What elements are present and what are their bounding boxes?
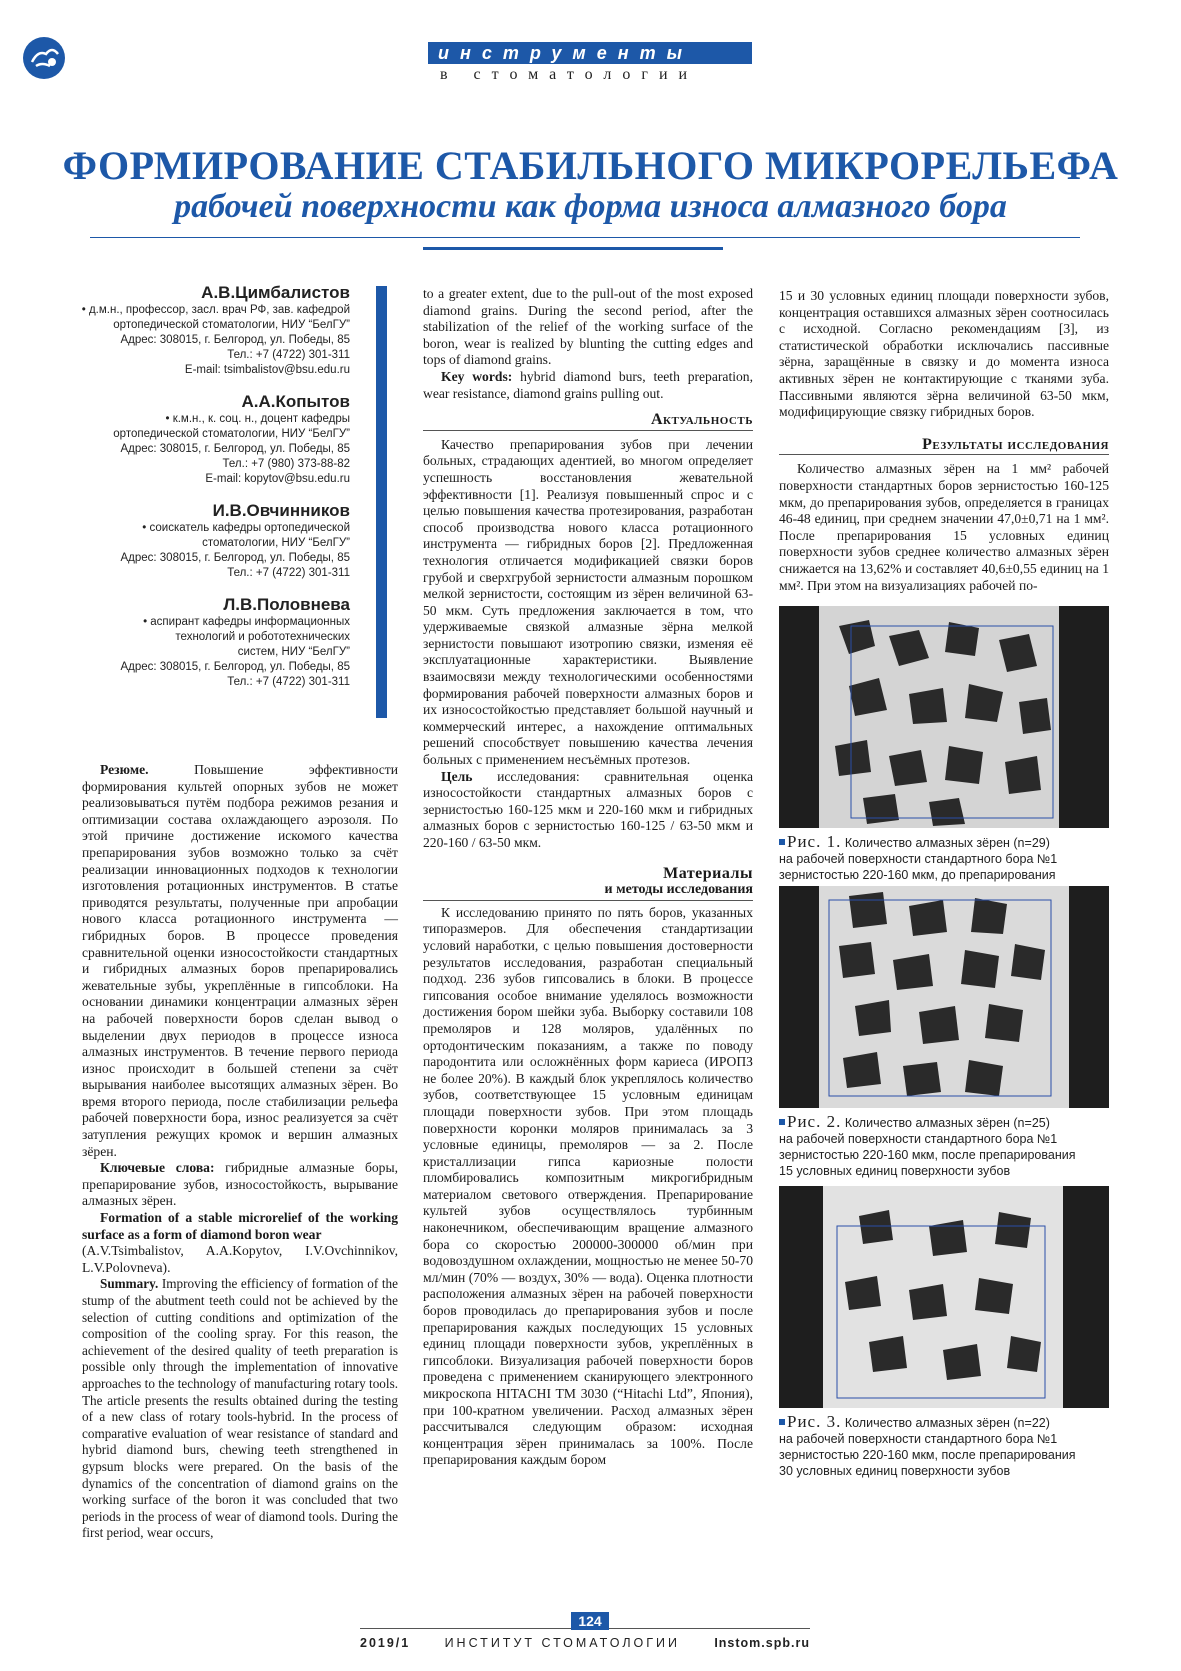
keywords-en bbox=[423, 369, 753, 402]
section-heading-materials: Материалы bbox=[663, 864, 753, 882]
figure-label: Рис. 1. bbox=[787, 832, 842, 851]
section-heading-relevance: Актуальность bbox=[423, 412, 753, 431]
author-name: И.В.Овчинников bbox=[212, 501, 350, 520]
author-2 bbox=[80, 392, 350, 487]
english-authors: (A.V.Tsimbalistov, A.A.Kopytov, I.V.Ovchinnikov, L.V.Polovneva). bbox=[82, 1243, 398, 1275]
journal-logo-icon bbox=[22, 36, 66, 80]
page-number: 124 bbox=[571, 1612, 609, 1630]
column-2 bbox=[423, 286, 753, 1469]
section-heading-methods: и методы исследования bbox=[423, 882, 753, 901]
column-1 bbox=[82, 762, 398, 1542]
figure-label: Рис. 2. bbox=[787, 1112, 842, 1131]
author-info: • д.м.н., профессор, засл. врач РФ, зав. кафедрой bbox=[81, 304, 350, 316]
author-email[interactable]: E-mail: tsimbalistov@bsu.edu.ru bbox=[184, 364, 350, 376]
resume-label: Резюме. bbox=[100, 762, 149, 777]
figure-1-caption: Рис. 1. Количество алмазных зёрен (n=29) на рабочей поверхности стандартного бора №1 зернистостью 220-160 мкм, до препарирования bbox=[779, 832, 1058, 882]
bullet-icon bbox=[779, 839, 785, 845]
keywords-text: гибридные алмазные боры, препарирование зубов, износостойкость, вырывание алмазных зёрен. bbox=[82, 1160, 398, 1209]
resume-paragraph bbox=[82, 762, 398, 1160]
footer bbox=[360, 1636, 810, 1650]
results-paragraph: Количество алмазных зёрен на 1 мм² рабочей поверхности стандартных боров зернистостью 160-125 мкм, до препарирования зубов, определяется в границах 46-48 единиц, при среднем значении 47,0±0,71 на 1 мм². После препарирования 15 условных единиц поверхности зубов среднее количество алмазных зёрен снижается на 13,62% и составляет 40,6±0,55 единиц на 1 мм². При этом на визуализациях рабочей по- bbox=[779, 461, 1109, 593]
author-info: • аспирант кафедры информационных bbox=[143, 616, 350, 628]
accent-bar bbox=[376, 286, 387, 718]
column-marker bbox=[423, 247, 723, 250]
goal-text: исследования: сравнительная оценка износостойкости стандартных алмазных боров с зернистостью 160-125 мкм и 220-160 мкм и гибридных алмазных боров с зернистостью 160-125 / 63-50 мкм и 220-160 / 63-50 мкм. bbox=[423, 768, 753, 850]
author-name: А.А.Копытов bbox=[241, 392, 350, 411]
keywords-en-text: hybrid diamond burs, teeth preparation, wear resistance, diamond grains pulling out. bbox=[423, 368, 753, 401]
summary-paragraph bbox=[82, 1276, 398, 1542]
keywords-ru bbox=[82, 1160, 398, 1210]
author-email[interactable]: E-mail: kopytov@bsu.edu.ru bbox=[205, 473, 350, 485]
goal-paragraph bbox=[423, 769, 753, 852]
figure-2-image bbox=[779, 886, 1109, 1108]
figure-label: Рис. 3. bbox=[787, 1412, 842, 1431]
author-name: А.В.Цимбалистов bbox=[201, 283, 350, 302]
author-info: Тел.: +7 (4722) 301-311 bbox=[227, 676, 350, 688]
methods-paragraph: К исследованию принято по пять боров, указанных типоразмеров. Для обеспечения стандартизации условий наработки, с целью повышения достоверности результатов исследования, разработан специальный подход. 236 зубов гипсовались в блоки. В процессе гипсования особое внимание уделялось возможности достижения бором шейки зуба. Выборку составили 108 премоляров и 128 моляров, удалённых по ортодонтическим показаниям, а также по поводу пародонтита или осложнённых форм кариеса (ИРОПЗ не более 20%). В каждый блок укреплялось количество зубов, соответствующее 15 условным единицам площади поверхности зубов. При этом площадь поверхности коронки моляров принималась за 3 условные единицы, премоляров — за 2. После кристаллизации гипса кариозные полости пломбировались композитным микрогибридным материалом светового отверждения. Препарирование культей зубов осуществлялось турбинным наконечником, обеспечивающим вращение алмазного бора со скоростью 200000-300000 об/мин при водовоздушном охлаждении, мощностью не менее 50-70 мл/мин (70% — воздух, 30% — вода). Оценка плотности расположения алмазных зёрен на рабочей поверхности боров проводилась до препарирования зубов и после препарирования каждых последующих 15 условных единиц площади поверхности зубов, укреплённых в гипсоблоки. Визуализация рабочей поверхности боров проведена с применением сканирующего электронного микроскопа HITACHI TM 3030 (“Hitachi Ltd”, Япония), при 100-кратном увеличении. Расход алмазных зёрен рассчитывался следующим образом: исходная концентрация зёрен принималась за 100%. После препарирования каждым бором bbox=[423, 904, 753, 1468]
article-subtitle: рабочей поверхности как форма износа алмазного бора bbox=[174, 188, 1007, 225]
author-3 bbox=[80, 501, 350, 581]
author-info: Адрес: 308015, г. Белгород, ул. Победы, 85 bbox=[120, 334, 350, 346]
author-info: Тел.: +7 (4722) 301-311 bbox=[227, 567, 350, 579]
figure-3-caption: Рис. 3. Количество алмазных зёрен (n=22) на рабочей поверхности стандартного бора №1 зернистостью 220-160 мкм, после препарирования 30 условных единиц поверхности зубов bbox=[779, 1412, 1076, 1478]
keywords-en-label: Key words: bbox=[441, 368, 513, 384]
keywords-label: Ключевые слова: bbox=[100, 1160, 215, 1176]
section-subtitle: в стоматологии bbox=[440, 66, 699, 83]
relevance-paragraph: Качество препарирования зубов при лечении больных, страдающих адентией, во многом определяет успешность восстановления жевательной эффективности [1]. Реализуя повышенный спрос и с целью повышения качества протезирования, разработан способ производства нового класса ротационного инструмента — гибридных боров [2]. Предложенная технология отличается модификацией связки боров грубой и сверхгрубой зернистости алмазным порошком мелкой зернистости, состоящим из зёрен величиной 63-50 мкм. Суть предложения заключается в том, что удерживаемые связкой алмазные зёрна мелкой зернистости повышают изотропию связки, изменяя её эксплуатационные характеристики. Выявление взаимосвязи между технологическими особенностями формирования рабочей поверхности алмазных боров и их износостойкостью представляет большой научный и коммерческий интерес, а нахождение оптимальных решений способствует повышению качества лечения больных с применением несъёмных протезов. bbox=[423, 436, 753, 768]
english-title bbox=[82, 1210, 398, 1243]
resume-text: Повышение эффективности формирования культей опорных зубов не может реализовываться путём подбора режимов резания и оптимизации состава охлаждающего аэрозоля. По этой причине достижение искомого качества препарирования зубов возможно только за счёт реализации инновационных подходов к технологии изготовления ротационных инструментов. В статье приводятся результаты, полученные при апробации нового класса ротационного инструмента — гибридных боров. В процессе проведения сравнительной оценки износостойкости стандартных и гибридных алмазных боров препарировались жевательные зубы, укреплённые в гипсоблоки. На основании динамики концентрации алмазных зёрен на рабочей поверхности боров сделан вывод о выделении двух периодов в процессе износа алмазных инструментов. В течение первого периода износ происходит в большей степени за счёт вырывания наиболее высотящих алмазных зёрен. Во время второго периода, после стабилизации рельефа рабочей поверхности бора, износ реализуется за счёт затупления режущих кромок и вершин алмазных зёрен. bbox=[82, 762, 398, 1159]
article-title: ФОРМИРОВАНИЕ СТАБИЛЬНОГО МИКРОРЕЛЬЕФА bbox=[62, 143, 1119, 188]
author-info: Тел.: +7 (4722) 301-311 bbox=[227, 349, 350, 361]
section-band: инструменты bbox=[428, 42, 752, 64]
journal-name: ИНСТИТУТ СТОМАТОЛОГИИ bbox=[444, 1636, 680, 1650]
column-3 bbox=[779, 288, 1109, 594]
issue-number: 2019/1 bbox=[360, 1636, 411, 1650]
english-title-text: Formation of a stable microrelief of the working surface as a form of diamond boron wear bbox=[82, 1210, 398, 1242]
title-divider bbox=[90, 237, 1080, 238]
figure-2-caption: Рис. 2. Количество алмазных зёрен (n=25) на рабочей поверхности стандартного бора №1 зернистостью 220-160 мкм, после препарирования 15 условных единиц поверхности зубов bbox=[779, 1112, 1076, 1178]
author-1 bbox=[80, 283, 350, 378]
author-info: Адрес: 308015, г. Белгород, ул. Победы, 85 bbox=[120, 661, 350, 673]
author-info: ортопедической стоматологии, НИУ “БелГУ” bbox=[113, 319, 350, 331]
author-info: ортопедической стоматологии, НИУ “БелГУ” bbox=[113, 428, 350, 440]
author-info: • соискатель кафедры ортопедической bbox=[142, 522, 350, 534]
summary-label: Summary. bbox=[100, 1276, 159, 1292]
author-info: • к.м.н., к. соц. н., доцент кафедры bbox=[165, 413, 350, 425]
author-info: Адрес: 308015, г. Белгород, ул. Победы, 85 bbox=[120, 443, 350, 455]
author-info: систем, НИУ “БелГУ” bbox=[237, 646, 350, 658]
bullet-icon bbox=[779, 1119, 785, 1125]
figure-3-image bbox=[779, 1186, 1109, 1408]
author-info: стоматологии, НИУ “БелГУ” bbox=[202, 537, 350, 549]
section-heading-results: Результаты исследования bbox=[779, 437, 1109, 456]
author-info: технологий и робототехнических bbox=[175, 631, 350, 643]
summary-text: Improving the efficiency of formation of the stump of the abutment teeth could not be achieved by the selection of cutting conditions and optimization of the composition of the cooling spray. For this reason, the achievement of the desired quality of teeth preparation is possible only through the implementation of innovative approaches to the technology of manufacturing rotary tools. The article presents the results obtained during the testing of a new class of rotary tools-hybrid. In the process of comparative evaluation of wear resistance of standard and hybrid diamond burs, chewing teeth strengthened in gypsum blocks were prepared. On the basis of the dynamics of the concentration of diamond grains on the working surface of the boron it was concluded that two periods in the process of wear of diamond tools. During the first period, wear occurs, bbox=[82, 1276, 399, 1541]
journal-website-link[interactable]: Instom.spb.ru bbox=[714, 1636, 810, 1650]
authors-block bbox=[80, 283, 350, 704]
author-4 bbox=[80, 595, 350, 690]
methods-continued: 15 и 30 условных единиц площади поверхности зубов, концентрация оставшихся алмазных зёрен соотносилась с исходной. Согласно рекомендациям [3], из статистической обработки исключались пассивные зёрна, заращённые в связку и до момента износа активных зёрен не контактирующие с тканями зуба. Пассивными являются зёрна величиной 63-50 мкм, модифицирующие связку гибридных боров. bbox=[779, 288, 1109, 420]
summary-continued: to a greater extent, due to the pull-out of the most exposed diamond grains. During the second period, after the stabilization of the relief of the working surface of the boron, wear is realized by blunting the cutting edges and tops of diamond grains. bbox=[423, 286, 753, 368]
author-info: Тел.: +7 (980) 373-88-82 bbox=[222, 458, 350, 470]
goal-label: Цель bbox=[441, 768, 473, 784]
figure-1-image bbox=[779, 606, 1109, 828]
author-name: Л.В.Половнева bbox=[223, 595, 350, 614]
author-info: Адрес: 308015, г. Белгород, ул. Победы, 85 bbox=[120, 552, 350, 564]
bullet-icon bbox=[779, 1419, 785, 1425]
